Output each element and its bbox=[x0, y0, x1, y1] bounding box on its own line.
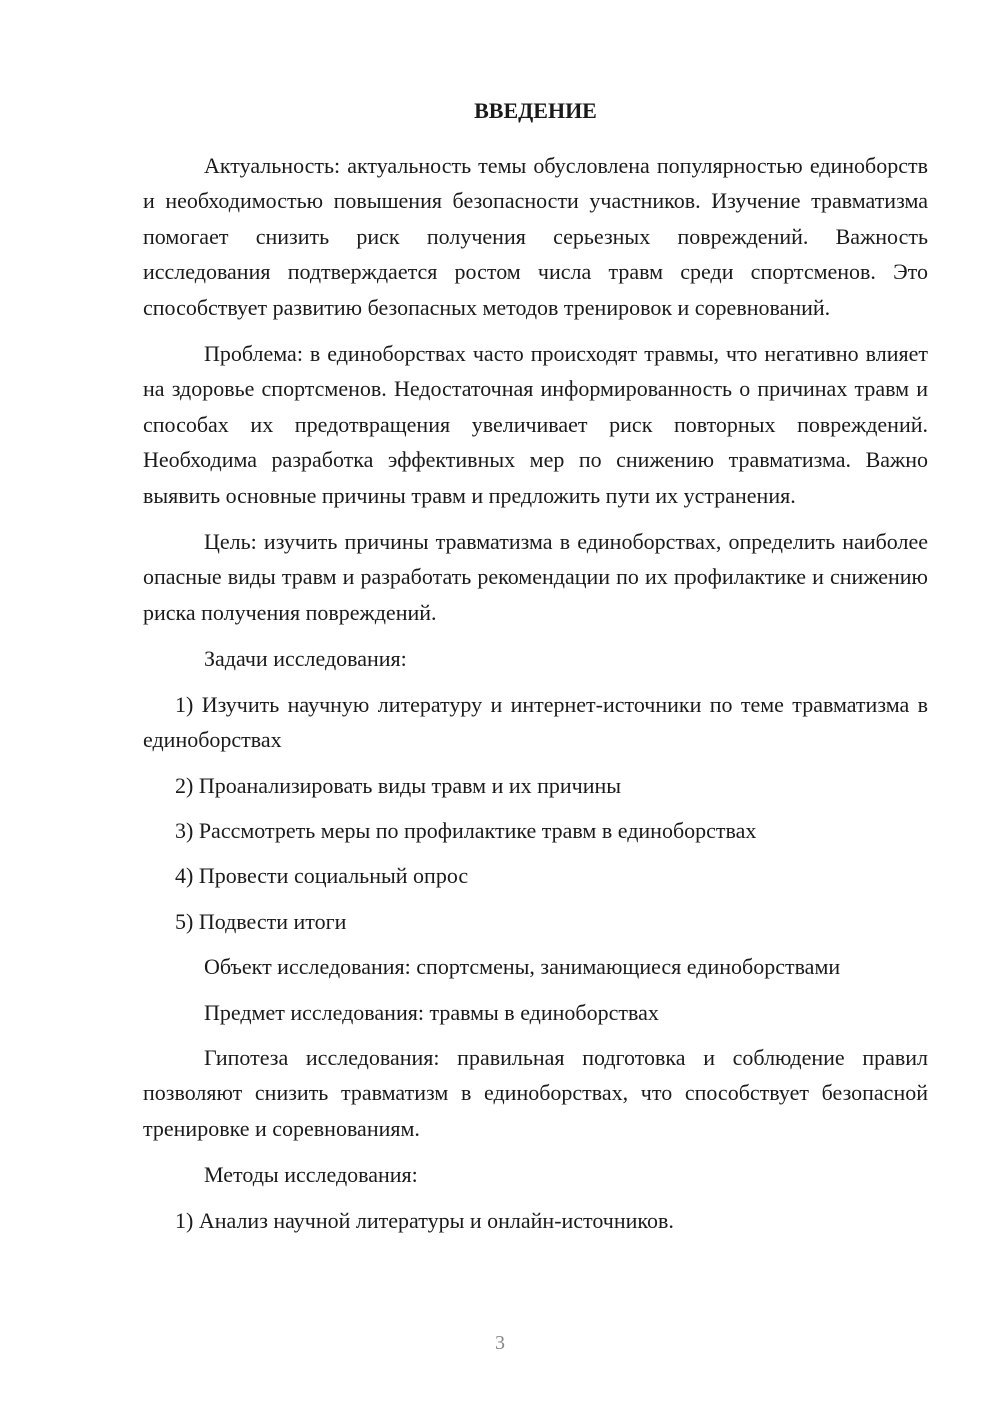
page-number: 3 bbox=[495, 1332, 505, 1354]
page-title: ВВЕДЕНИЕ bbox=[474, 98, 597, 123]
task-item-2: 2) Проанализировать виды травм и их причины bbox=[175, 772, 622, 798]
subject-line: Предмет исследования: травмы в единоборствах bbox=[204, 999, 659, 1025]
task-item-4: 4) Провести социальный опрос bbox=[175, 863, 469, 889]
task-item-1: 1) Изучить научную литературу и интернет-источники по теме травматизма в единоборствах bbox=[143, 691, 928, 753]
task-item-5: 5) Подвести итоги bbox=[175, 908, 347, 934]
goal-paragraph: Цель: изучить причины травматизма в единоборствах, определить наиболее опасные виды травм и разработать рекомендации по их профилактике и снижению риска получения повреждений. bbox=[143, 529, 928, 625]
task-item-3: 3) Рассмотреть меры по профилактике травм в единоборствах bbox=[175, 817, 757, 843]
hypothesis-paragraph: Гипотеза исследования: правильная подготовка и соблюдение правил позволяют снизить травматизм в единоборствах, что способствует безопасной тренировке и соревнованиям. bbox=[143, 1044, 928, 1141]
tasks-heading: Задачи исследования: bbox=[204, 646, 407, 672]
problem-paragraph: Проблема: в единоборствах часто происходят травмы, что негативно влияет на здоровье спортсменов. Недостаточная информированность о причинах травм и способах их предотвращения увеличивает риск повторных повреждений. Необходима разработка эффективных мер по снижению травматизма. Важно выявить основные причины травм и предложить пути их устранения. bbox=[143, 341, 928, 508]
method-item-1: 1) Анализ научной литературы и онлайн-источников. bbox=[175, 1207, 674, 1233]
methods-heading: Методы исследования: bbox=[204, 1162, 418, 1188]
relevance-paragraph: Актуальность: актуальность темы обусловлена популярностью единоборств и необходимостью повышения безопасности участников. Изучение травматизма помогает снизить риск получения серьезных повреждений. Важность исследования подтверждается ростом числа травм среди спортсменов. Это способствует развитию безопасных методов тренировок и соревнований. bbox=[143, 153, 928, 320]
object-line: Объект исследования: спортсмены, занимающиеся единоборствами bbox=[204, 954, 841, 980]
page-content bbox=[143, 92, 928, 1248]
